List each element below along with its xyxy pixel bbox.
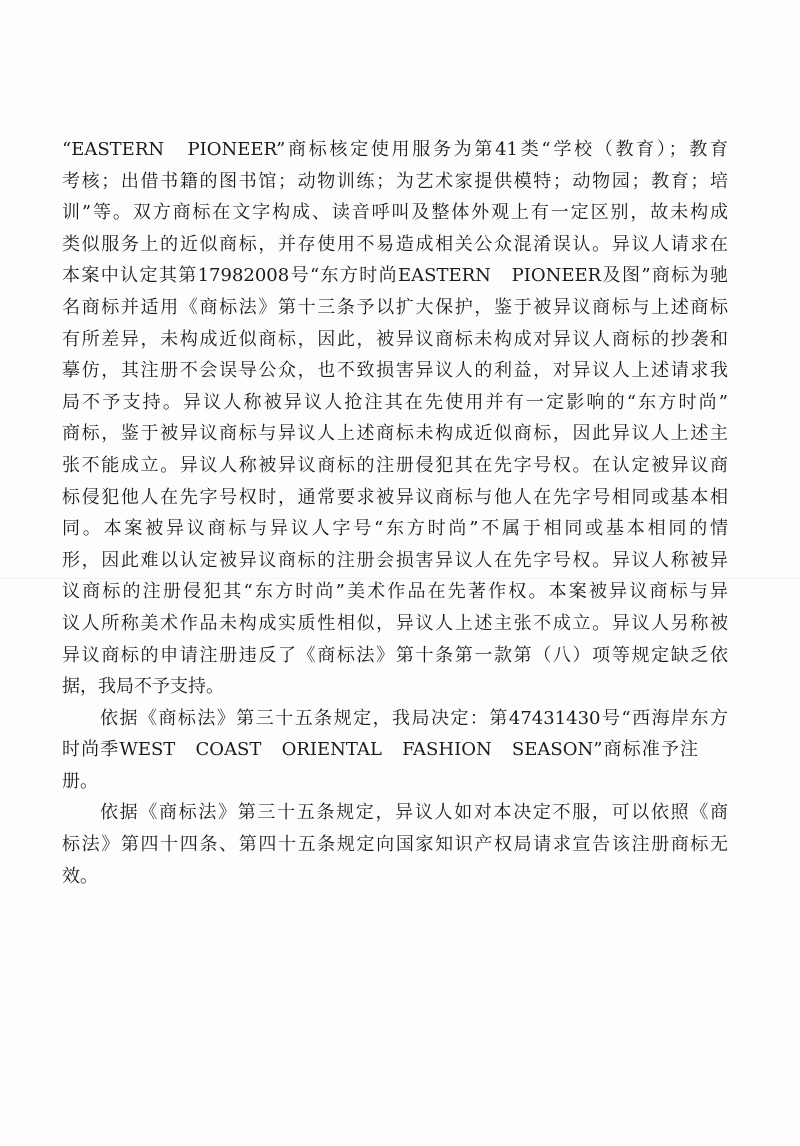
paragraph-2 xyxy=(62,703,728,798)
text-line: 标法》第四十四条、第四十五条规定向国家知识产权局请求宣告该注册商标无 xyxy=(62,834,728,856)
text-line: 议商标的注册侵犯其“东方时尚”美术作品在先著作权。本案被异议商标与异 xyxy=(62,581,728,603)
text-line: 据，我局不予支持。 xyxy=(62,676,224,698)
text-line: 名商标并适用《商标法》第十三条予以扩大保护，鉴于被异议商标与上述商标 xyxy=(62,296,728,318)
text-line: 标侵犯他人在先字号权时，通常要求被异议商标与他人在先字号相同或基本相 xyxy=(62,486,728,508)
text-line: 依据《商标法》第三十五条规定，我局决定：第47431430号“西海岸东方 xyxy=(100,707,728,729)
text-line: 时尚季WEST COAST ORIENTAL FASHION SEASON”商标准予注 xyxy=(62,739,698,761)
text-line: 类似服务上的近似商标，并存使用不易造成相关公众混淆误认。异议人请求在 xyxy=(62,233,728,255)
text-line: 摹仿，其注册不会误导公众，也不致损害异议人的利益，对异议人上述请求我 xyxy=(62,360,728,382)
text-line: 考核；出借书籍的图书馆；动物训练；为艺术家提供模特；动物园；教育；培 xyxy=(62,170,728,192)
document-body xyxy=(62,134,728,892)
text-line: 依据《商标法》第三十五条规定，异议人如对本决定不服，可以依照《商 xyxy=(100,802,728,824)
text-line: 异议商标的申请注册违反了《商标法》第十条第一款第（八）项等规定缺乏依 xyxy=(62,644,728,666)
text-line: 局不予支持。异议人称被异议人抢注其在先使用并有一定影响的“东方时尚” xyxy=(62,391,728,413)
paragraph-3 xyxy=(62,797,728,892)
text-line: 训”等。双方商标在文字构成、读音呼叫及整体外观上有一定区别，故未构成 xyxy=(62,202,728,224)
text-line: 张不能成立。异议人称被异议商标的注册侵犯其在先字号权。在认定被异议商 xyxy=(62,454,728,476)
text-line: 同。本案被异议商标与异议人字号“东方时尚”不属于相同或基本相同的情 xyxy=(62,518,728,540)
text-line: 商标，鉴于被异议商标与异议人上述商标未构成近似商标，因此异议人上述主 xyxy=(62,423,728,445)
text-line: 形，因此难以认定被异议商标的注册会损害异议人在先字号权。异议人称被异 xyxy=(62,549,728,571)
text-line: “EASTERN PIONEER”商标核定使用服务为第41类“学校（教育）；教育 xyxy=(62,139,728,160)
text-line: 本案中认定其第17982008号“东方时尚EASTERN PIONEER及图”商标为驰 xyxy=(62,265,728,287)
paragraph-1 xyxy=(62,134,728,703)
text-line: 册。 xyxy=(62,770,98,792)
text-line: 议人所称美术作品未构成实质性相似，异议人上述主张不成立。异议人另称被 xyxy=(62,612,728,634)
text-line: 有所差异，未构成近似商标，因此，被异议商标未构成对异议人商标的抄袭和 xyxy=(62,328,728,350)
text-line: 效。 xyxy=(62,865,98,887)
